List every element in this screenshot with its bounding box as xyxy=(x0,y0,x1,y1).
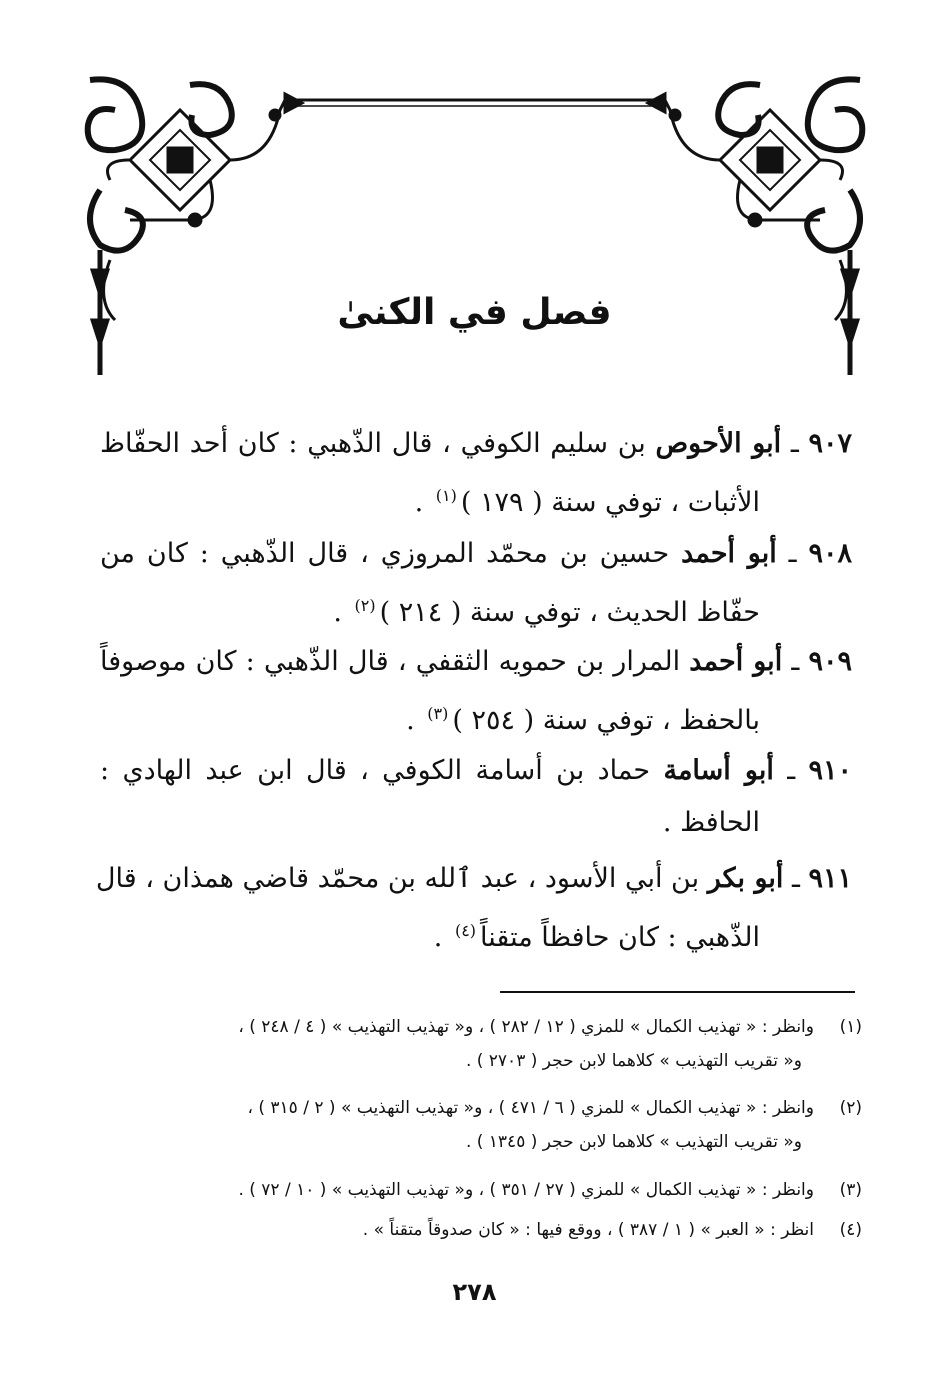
entry-909 xyxy=(100,636,852,747)
section-title: فصل في الكنىٰ xyxy=(337,292,612,333)
footnote-reference: (٣) xyxy=(427,704,449,723)
footnote-line-1 xyxy=(100,1213,862,1247)
entry-908 xyxy=(100,528,852,639)
page-number: ٢٧٨ xyxy=(452,1278,497,1306)
entry-text: الأثبات ، توفي سنة ( ١٧٩ ) xyxy=(460,487,760,518)
entry-text: حماد بن أسامة الكوفي ، قال ابن عبد الهادي : xyxy=(100,755,651,786)
entry-line-2 xyxy=(100,797,852,849)
entry-period: . xyxy=(414,487,424,518)
entry-text: بالحفظ ، توفي سنة ( ٢٥٤ ) xyxy=(452,705,760,736)
entry-line-2 xyxy=(100,580,852,639)
footnote-number: (٣) xyxy=(839,1180,862,1200)
footnote-line-1 xyxy=(100,1173,862,1207)
entry-line-1: ٩١١ ـ أبو بكر بن أبي الأسود ، عبد ٱلله بن محمّد قاضي همذان ، قال xyxy=(95,863,852,894)
entry-period: . xyxy=(662,807,672,838)
footnote-text: وانظر : « تهذيب الكمال » للمزي ( ٦ / ٤٧١ ) ، و« تهذيب التهذيب » ( ٢ / ٣١٥ ) ، xyxy=(247,1098,814,1118)
footnote-line-2: و« تقريب التهذيب » كلاهما لابن حجر ( ٢٧٠٣ ) . xyxy=(465,1051,802,1071)
entry-number: ٩٠٧ xyxy=(808,428,852,459)
entry-line-1: ٩٠٩ ـ أبو أحمد المرار بن حمويه الثقفي ، قال الذّهبي : كان موصوفاً xyxy=(100,646,852,677)
footnote-1 xyxy=(100,1010,862,1078)
entry-number: ٩١١ xyxy=(808,863,852,894)
footnote-reference: (٢) xyxy=(354,596,376,615)
entry-text: حفّاظ الحديث ، توفي سنة ( ٢١٤ ) xyxy=(379,597,760,628)
entry-line-2 xyxy=(100,470,852,529)
entry-kunya: أبو الأحوص xyxy=(655,428,782,459)
entry-text: الذّهبي : كان حافظاً متقناً xyxy=(480,922,760,953)
entry-period: . xyxy=(333,597,342,628)
entry-907 xyxy=(100,418,852,529)
footnote-2 xyxy=(100,1091,862,1159)
entry-kunya: أبو بكر xyxy=(707,863,784,894)
entry-text: الحافظ xyxy=(680,807,760,838)
entry-text: بن أبي الأسود ، عبد ٱلله بن محمّد قاضي همذان ، قال xyxy=(95,863,700,894)
entry-period: . xyxy=(406,705,415,736)
footnote-3 xyxy=(100,1173,862,1207)
footnote-line-2: و« تقريب التهذيب » كلاهما لابن حجر ( ١٣٤٥ ) . xyxy=(465,1132,802,1152)
entry-line-2 xyxy=(100,688,852,747)
entry-period: . xyxy=(433,922,443,953)
entry-number: ٩٠٨ xyxy=(808,538,852,569)
footnote-4 xyxy=(100,1213,862,1247)
entry-number: ٩١٠ xyxy=(808,755,853,786)
footnote-reference: (٤) xyxy=(454,921,477,940)
footnote-text: وانظر : « تهذيب الكمال » للمزي ( ٢٧ / ٣٥١ ) ، و« تهذيب التهذيب » ( ١٠ / ٧٢ ) . xyxy=(238,1180,814,1200)
footnote-divider xyxy=(500,991,855,993)
entry-text: المرار بن حمويه الثقفي ، قال الذّهبي : كان موصوفاً xyxy=(100,646,681,677)
entry-911 xyxy=(95,853,852,964)
footnote-line-1 xyxy=(100,1091,862,1125)
footnote-text: وانظر : « تهذيب الكمال » للمزي ( ١٢ / ٢٨٢ ) ، و« تهذيب التهذيب » ( ٤ / ٢٤٨ ) ، xyxy=(238,1017,814,1037)
footnote-line-1 xyxy=(100,1010,862,1044)
entry-line-1: ٩٠٧ ـ أبو الأحوص بن سليم الكوفي ، قال الذّهبي : كان أحد الحفّاظ xyxy=(100,428,852,459)
entry-line-2 xyxy=(100,905,852,964)
entry-number: ٩٠٩ xyxy=(808,646,852,677)
entry-line-1: ٩٠٨ ـ أبو أحمد حسين بن محمّد المروزي ، قال الذّهبي : كان من xyxy=(100,538,852,569)
entry-text: بن سليم الكوفي ، قال الذّهبي : كان أحد الحفّاظ xyxy=(100,428,646,459)
entry-910 xyxy=(100,745,852,849)
footnote-reference: (١) xyxy=(435,486,457,505)
ornamental-frame xyxy=(70,70,880,390)
footnote-number: (٢) xyxy=(839,1098,862,1118)
entry-kunya: أبو أسامة xyxy=(663,755,774,786)
footnote-number: (٤) xyxy=(839,1220,862,1240)
footnote-number: (١) xyxy=(839,1017,862,1037)
entry-line-1: ٩١٠ ـ أبو أسامة حماد بن أسامة الكوفي ، قال ابن عبد الهادي : xyxy=(100,755,853,786)
entry-kunya: أبو أحمد xyxy=(681,538,777,569)
entry-kunya: أبو أحمد xyxy=(689,646,783,677)
entry-text: حسين بن محمّد المروزي ، قال الذّهبي : كان من xyxy=(100,538,670,569)
footnote-text: انظر : « العبر » ( ١ / ٣٨٧ ) ، ووقع فيها : « كان صدوقاً متقناً » . xyxy=(362,1220,814,1240)
